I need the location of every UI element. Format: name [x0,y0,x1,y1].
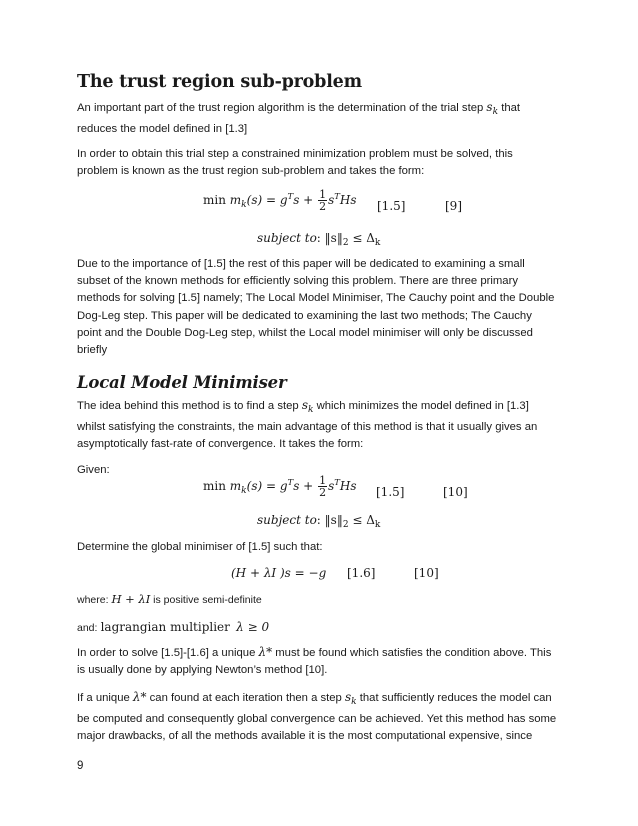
eq3-label: [1.6] [347,566,376,580]
eq1-citation: [9] [445,199,462,213]
paragraph-2 [77,146,513,180]
fraction-half: $\frac{1}{2}$ [319,188,327,213]
subsection-heading: Local Model Minimiser [77,373,287,392]
equation-1: $\min m_k(s) = g^Ts$ + $\frac{1}{2}$ $s^THs$ [203,188,357,213]
p1-line1-end: that [501,102,521,114]
p3-line: briefly [77,344,108,357]
p1-line2: reduces the model defined in [1.3] [77,123,248,136]
paragraph-5: Determine the global minimiser of [1.5] such that: [77,541,323,553]
p3-line: point and the Double Dog-Leg step, whilst the Local model minimiser will only be discussed [77,326,533,339]
paragraph-3 [77,256,554,359]
fraction-half: $\frac{1}{2}$ [319,474,327,499]
p4-line3: asymptotically fast-rate of convergence. It takes the form: [77,438,364,451]
p2-line1: In order to obtain this trial step a constrained minimization problem must be solved, this [77,148,513,160]
p1-line1-text: An important part of the trust region algorithm is the determination of the trial step [77,102,484,114]
lambda-star: λ* [258,645,273,659]
eq1-label: [1.5] [377,199,406,213]
paragraph-7: If a unique λ* can found at each iteration then a step $s_k$ that sufficiently reduces the model can be computed and consequently global convergence can be achieved. Yet this method has some major drawbacks, of all the methods available it is the most computational expensive, since [77,690,557,743]
p3-line: Due to the importance of [1.5] the rest of this paper will be dedicated to examining a small [77,258,525,270]
equation-2: $\min m_k(s) = g^Ts$ + $\frac{1}{2}$ $s^THs$ [203,474,357,499]
equation-1-constraint: subject to: $‖s‖_2 \le \Delta_k$ [257,231,381,248]
where-line: where: H + λI is positive semi-definite [77,592,262,606]
p4-line1-end: which minimizes the model defined in [1.3] [316,400,529,412]
page-number: 9 [77,760,84,772]
var-s-k: $s_k$ [344,690,357,707]
eq3-citation: [10] [414,566,439,580]
p3-line: Dog-Leg step. This paper will be dedicated to examining the last two methods; The Cauchy [77,309,532,322]
and-line: and: lagrangian multiplier λ ≥ 0 [77,620,270,634]
paragraph-6: In order to solve [1.5]-[1.6] a unique λ* must be found which satisfies the condition above. This is usually done by applying Newton’s method [10]. [77,645,552,677]
p3-line: subset of the known methods for efficiently solving this problem. There are three primary [77,275,519,288]
p2-line2: problem is known as the trust region sub-problem and takes the form: [77,165,425,178]
p4-line2: whilst satisfying the constraints, the main advantage of this method is that it usually gives an [77,421,538,434]
paragraph-4 [77,397,537,454]
var-s-k: $s_k$ [301,398,314,415]
section-heading: The trust region sub-problem [77,72,362,92]
p4-line1-text: The idea behind this method is to find a step [77,400,299,412]
var-s-k: $s_k$ [486,100,499,117]
eq2-label: [1.5] [376,485,405,499]
eq2-citation: [10] [443,485,468,499]
p3-line: methods for solving [1.5] namely; The Local Model Minimiser, The Cauchy point and the Double [77,292,555,305]
equation-3: (H + λI )s = −g [231,566,327,580]
paragraph-1 [77,99,520,138]
given-label: Given: [77,464,110,476]
lambda-star: λ* [132,690,147,704]
equation-2-constraint: subject to: $‖s‖_2 \le \Delta_k$ [257,513,381,530]
